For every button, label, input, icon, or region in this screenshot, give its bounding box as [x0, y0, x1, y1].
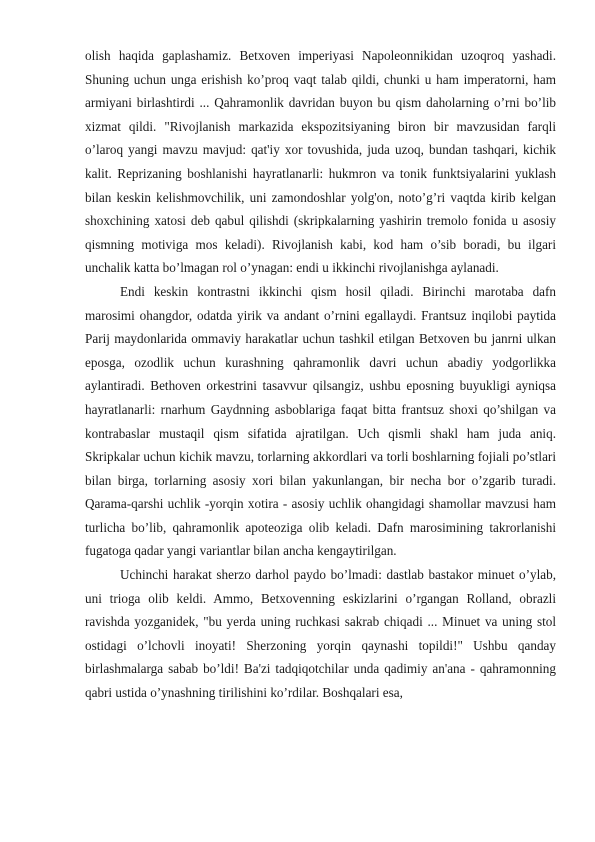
- paragraph-1: olish haqida gaplashamiz. Betxoven imperiyasi Napoleonnikidan uzoqroq yashadi. Shuning uchun unga erishish ko’proq vaqt talab qildi, chunki u ham imperatorni, ham armiyani birlashtirdi ... Qahramonlik davridan buyon bu qism daholarning o’rni bo’lib xizmat qildi. "Rivojlanish markazida ekspozitsiyaning biron bir mavzusidan farqli o’laroq yangi mavzu mavjud: qat'iy xor tovushida, juda uzoq, bundan tashqari, kichik kalit. Reprizaning boshlanishi hayratlanarli: hukmron va tonik funktsiyalarini yuklash bilan keskin kelishmovchilik, uni zamondoshlar yolg'on, noto’g’ri vaqtda kirib kelgan shoxchining xatosi deb qabul qilishdi (skripkalarning yashirin tremolo fonida u asosiy qismning motiviga mos keladi). Rivojlanish kabi, kod ham o’sib boradi, bu ilgari unchalik katta bo’lmagan rol o’ynagan: endi u ikkinchi rivojlanishga aylanadi.: [85, 48, 556, 276]
- document-page: [85, 44, 556, 705]
- paragraph-3: Uchinchi harakat sherzo darhol paydo bo’lmadi: dastlab bastakor minuet o’ylab, uni trioga olib keldi. Ammo, Betxovenning eskizlarini o’rgangan Rolland, obrazli ravishda yozganidek, "bu yerda uning ruchkasi sakrab chiqadi ... Minuet va uning stol ostidagi o’lchovli inoyati! Sherzoning yorqin qaynashi topildi!" Ushbu qanday birlashmalarga sabab bo’ldi! Ba'zi tadqiqotchilar unda qadimiy an'ana - qahramonning qabri ustida o’ynashning tirilishini ko’rdilar. Boshqalari esa,: [85, 567, 556, 701]
- paragraph-2: Endi keskin kontrastni ikkinchi qism hosil qiladi. Birinchi marotaba dafn marosimi ohangdor, odatda yirik va andant o’rnini egallaydi. Frantsuz inqilobi paytida Parij maydonlarida ommaviy harakatlar uchun tashkil etilgan Betxoven bu janrni ulkan eposga, ozodlik uchun kurashning qahramonlik davri uchun abadiy yodgorlikka aylantiradi. Bethoven orkestrini tasavvur qilsangiz, ushbu eposning buyukligi ayniqsa hayratlanarli: rnarhum Gaydnning asboblariga faqat bitta frantsuz shoxi qo’shilgan va kontrabaslar mustaqil qism sifatida ajratilgan. Uch qismli shakl ham juda aniq. Skripkalar uchun kichik mavzu, torlarning akkordlari va torli boshlarning fojiali po’stlari bilan birga, torlarning asosiy xori bilan yakunlangan, bir necha bor o’zgarib turadi. Qarama-qarshi uchlik -yorqin xotira - asosiy uchlik ohangidagi shamollar mavzusi ham turlicha bo’lib, qahramonlik apoteoziga olib keladi. Dafn marosimining takrorlanishi fugatoga qadar yangi variantlar bilan ancha kengaytirilgan.: [85, 283, 556, 559]
